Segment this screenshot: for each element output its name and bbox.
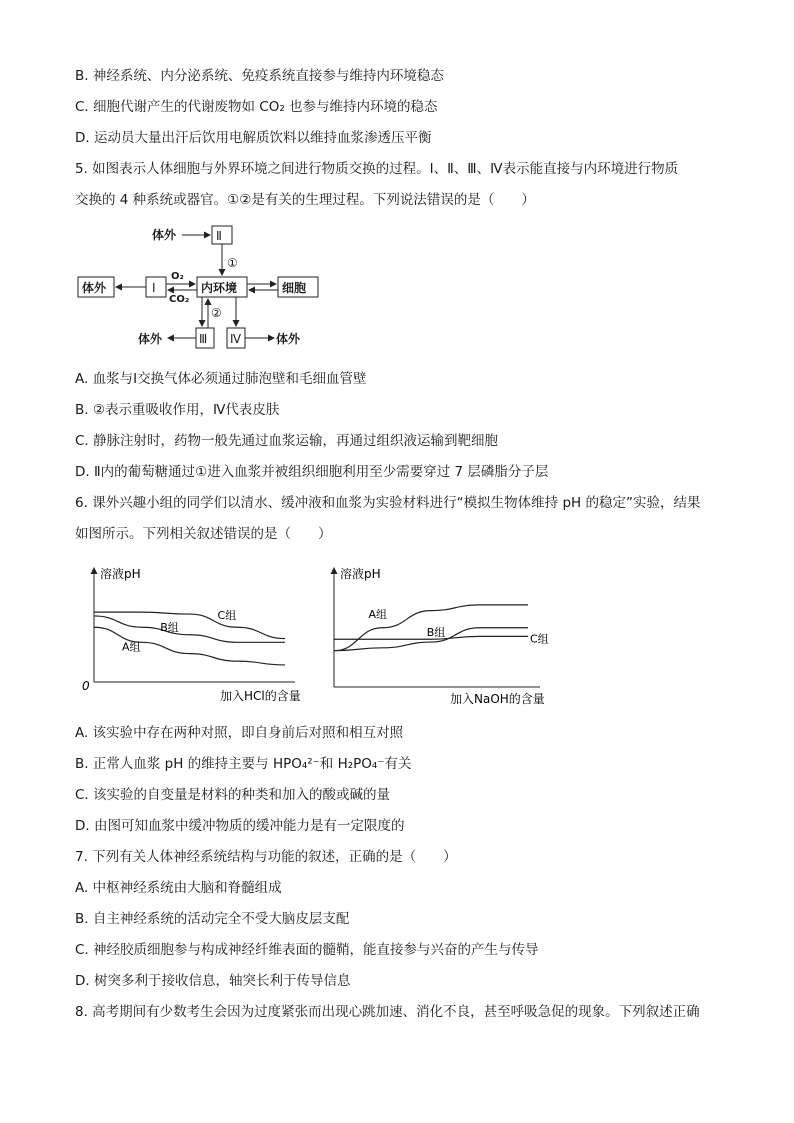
label-outside-bottom-left: 体外: [138, 332, 163, 346]
x-axis-label: 加入HCl的含量: [220, 689, 301, 703]
y-axis-label: 溶液pH: [100, 567, 141, 581]
box-i: [146, 277, 166, 297]
q5-exchange-diagram: [70, 218, 330, 358]
label-ii: Ⅱ: [216, 229, 222, 243]
q5-option-a: A. 血浆与Ⅰ交换气体必须通过肺泡壁和毛细血管壁: [75, 371, 367, 387]
label-cell: 细胞: [282, 281, 307, 295]
label-i: Ⅰ: [152, 281, 156, 295]
q6-option-c: C. 该实验的自变量是材料的种类和加入的酸或碱的量: [75, 787, 391, 803]
series-label-3: C组: [530, 632, 549, 646]
q5-option-b: B. ②表示重吸收作用，Ⅳ代表皮肤: [75, 402, 280, 418]
origin-label: 0: [82, 679, 90, 693]
q5-option-d: D. Ⅱ内的葡萄糖通过①进入血浆并被组织细胞利用至少需要穿过 7 层磷脂分子层: [75, 464, 549, 480]
q4-option-b: B. 神经系统、内分泌系统、免疫系统直接参与维持内环境稳态: [75, 68, 444, 84]
series-label-1: C组: [217, 609, 237, 623]
series-label-3: A组: [122, 640, 141, 654]
label-process-2: ②: [211, 306, 222, 320]
series-label-2: B组: [160, 620, 179, 634]
series-label-2: B组: [426, 626, 446, 640]
label-outside-bottom-right: 体外: [276, 332, 301, 346]
label-process-1: ①: [227, 256, 238, 270]
q6-option-a: A. 该实验中存在两种对照，即自身前后对照和相互对照: [75, 725, 404, 741]
q6-option-d: D. 由图可知血浆中缓冲物质的缓冲能力是有一定限度的: [75, 818, 405, 834]
label-outside-left: 体外: [82, 281, 107, 295]
q7-option-b: B. 自主神经系统的活动完全不受大脑皮层支配: [75, 911, 350, 927]
label-outside-top: 体外: [152, 228, 177, 242]
series-line-2: [94, 616, 285, 642]
label-iii: Ⅲ: [199, 332, 208, 346]
q5-stem-line1: 5. 如图表示人体细胞与外界环境之间进行物质交换的过程。Ⅰ、Ⅱ、Ⅲ、Ⅳ表示能直接与内环境进行物质: [75, 161, 679, 177]
q7-option-a: A. 中枢神经系统由大脑和脊髓组成: [75, 880, 282, 896]
label-internal-env: 内环境: [201, 281, 238, 295]
q4-option-d: D. 运动员大量出汗后饮用电解质饮料以维持血浆渗透压平衡: [75, 130, 432, 146]
series-label-1: A组: [368, 607, 388, 621]
box-ii: [212, 226, 232, 244]
chart-naoh: [318, 562, 558, 712]
label-o2: O₂: [171, 271, 184, 282]
q4-option-c: C. 细胞代谢产生的代谢废物如 CO₂ 也参与维持内环境的稳态: [75, 99, 438, 115]
x-axis-label: 加入NaOH的含量: [450, 692, 545, 706]
label-iv: Ⅳ: [230, 332, 242, 346]
y-axis-label: 溶液pH: [340, 567, 381, 581]
q5-stem-line2: 交换的 4 种系统或器官。①②是有关的生理过程。下列说法错误的是（ ）: [75, 192, 535, 208]
q6-option-b: B. 正常人血浆 pH 的维持主要与 HPO₄²⁻和 H₂PO₄⁻有关: [75, 756, 412, 772]
q7-option-c: C. 神经胶质细胞参与构成神经纤维表面的髓鞘，能直接参与兴奋的产生与传导: [75, 942, 539, 958]
q6-stem-line1: 6. 课外兴趣小组的同学们以清水、缓冲液和血浆为实验材料进行“模拟生物体维持 pH 的稳定”实验，结果: [75, 495, 701, 511]
q7-stem: 7. 下列有关人体神经系统结构与功能的叙述，正确的是（ ）: [75, 849, 457, 865]
q7-option-d: D. 树突多利于接收信息，轴突长利于传导信息: [75, 973, 351, 989]
q5-option-c: C. 静脉注射时，药物一般先通过血浆运输，再通过组织液运输到靶细胞: [75, 433, 499, 449]
q6-stem-line2: 如图所示。下列相关叙述错误的是（ ）: [75, 526, 332, 542]
chart-hcl: [80, 562, 310, 712]
label-co2: CO₂: [169, 294, 190, 305]
q8-stem: 8. 高考期间有少数考生会因为过度紧张而出现心跳加速、消化不良，甚至呼吸急促的现象。下列叙述正确: [75, 1004, 700, 1020]
